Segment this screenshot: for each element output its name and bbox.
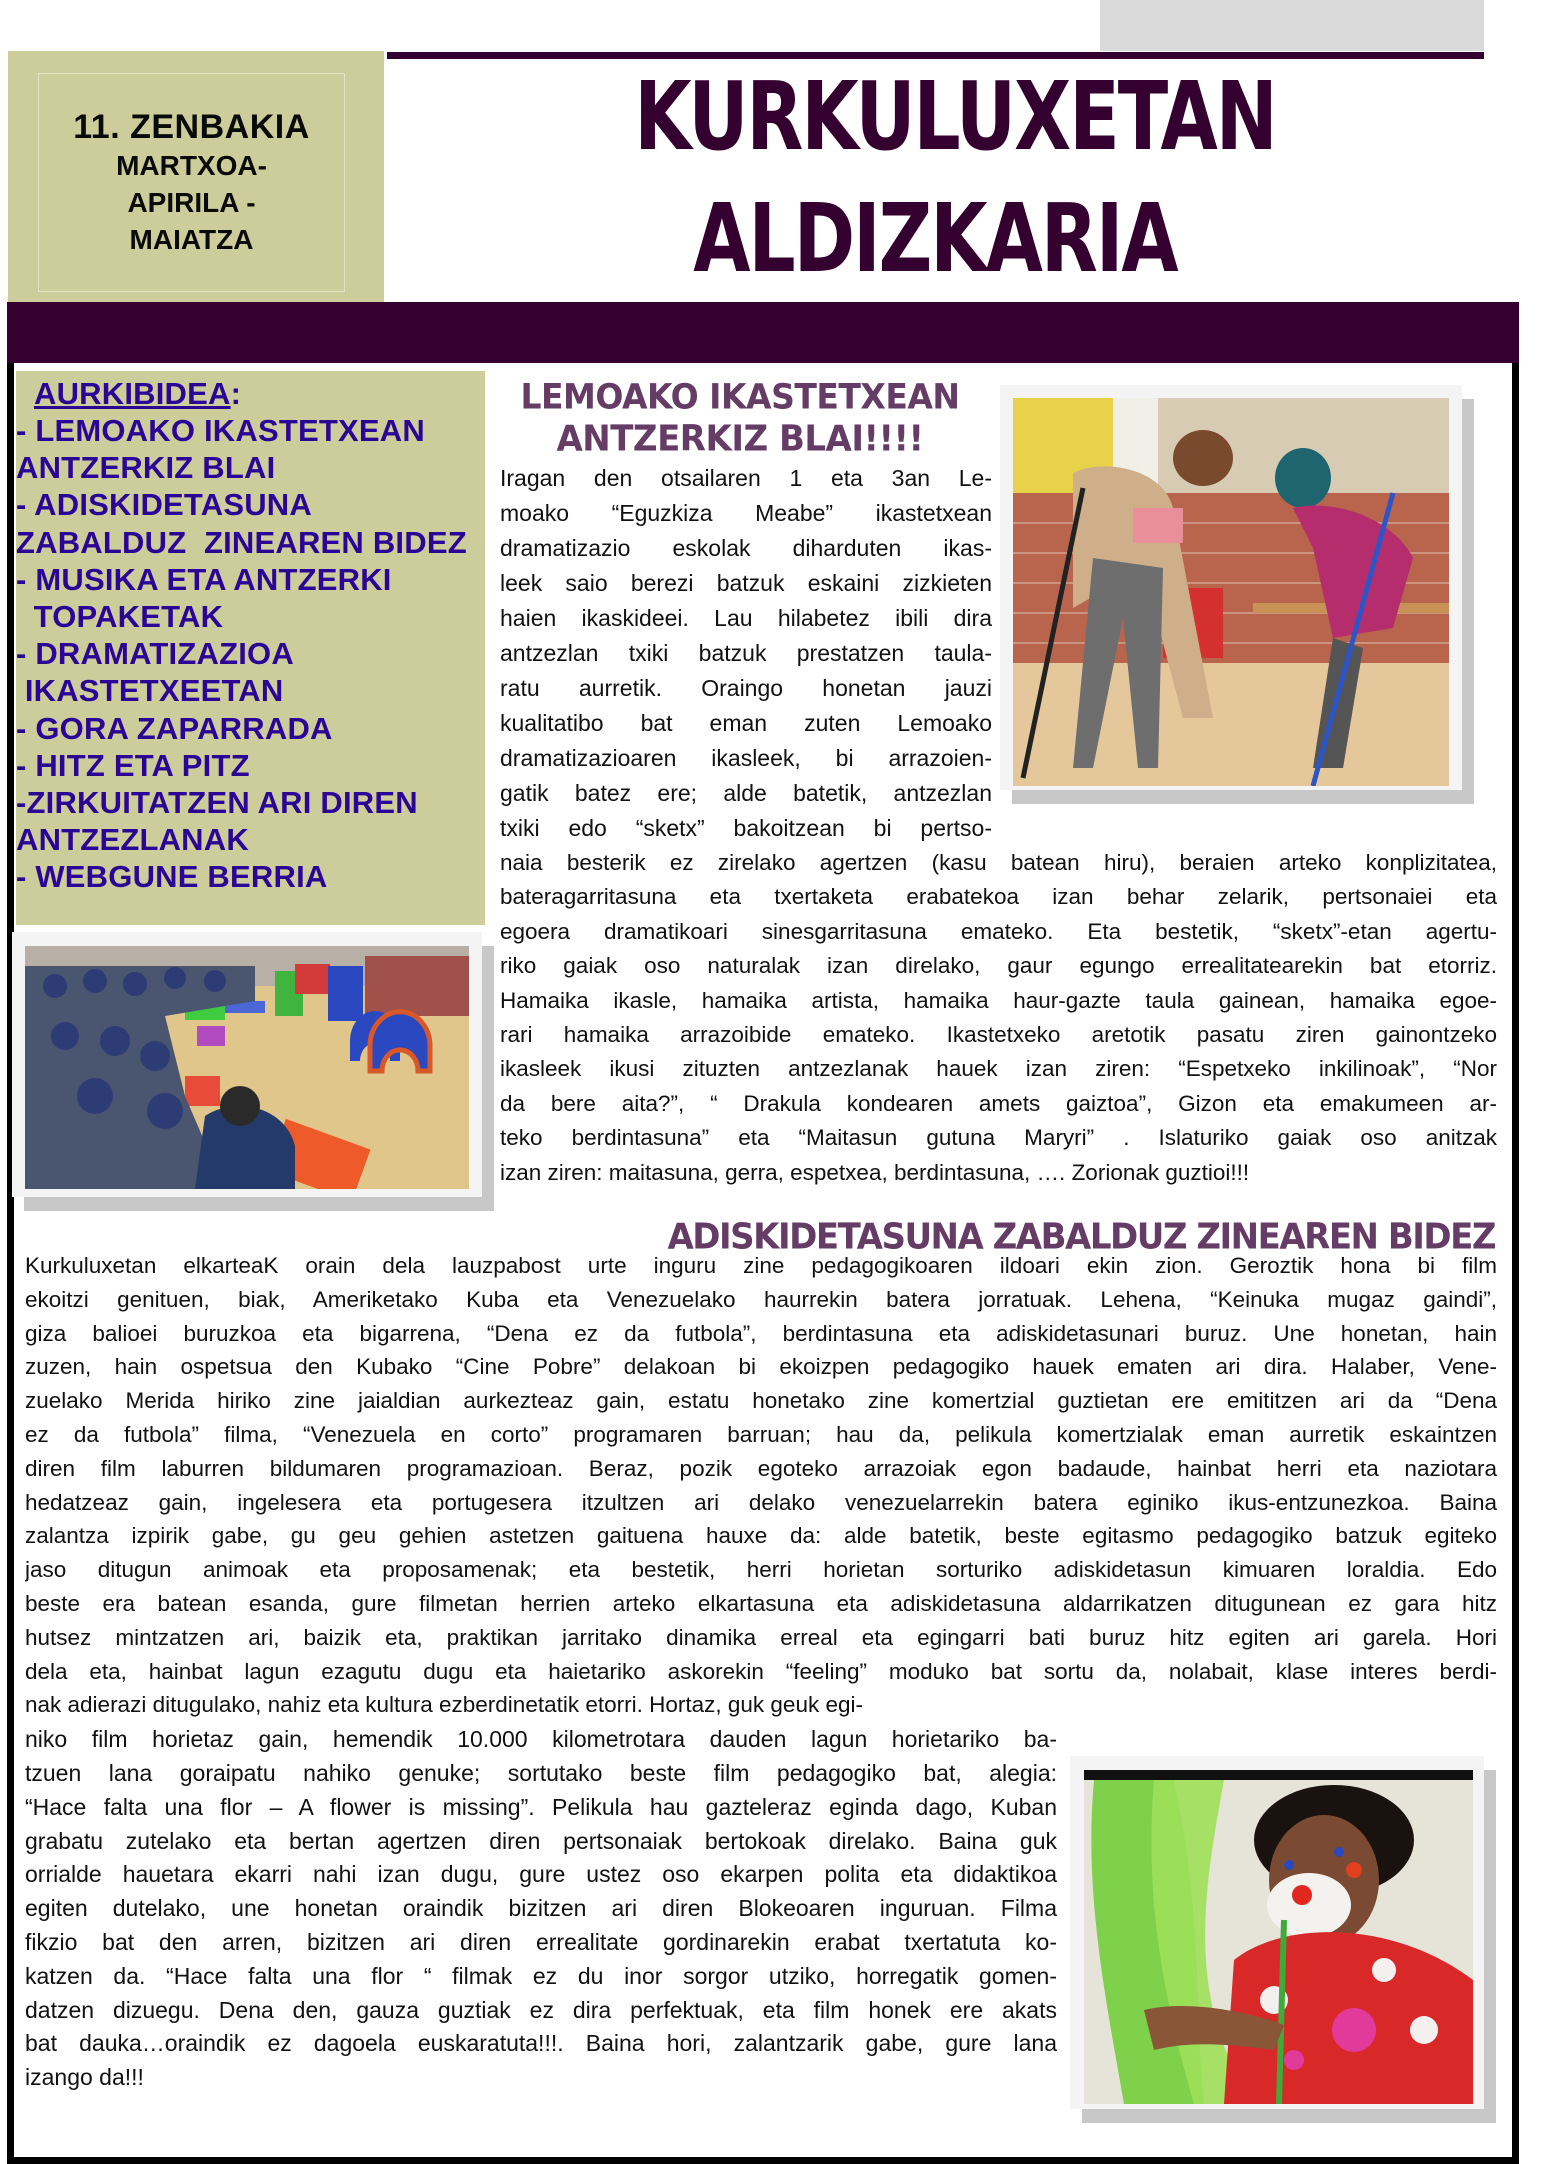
article-2-line: tzuen lana goraipatu nahiko genuke; sortutako beste film pedagogiko bat, alegia:	[25, 1760, 1057, 1786]
toc-item: IKASTETXEETAN	[16, 673, 284, 709]
article-1-line: riko gaiak oso naturalak izan direlako, gaur egungo errealitatearekin bat etorriz.	[500, 953, 1497, 979]
page-frame-bottom	[7, 2157, 1519, 2164]
issue-info-inner	[38, 73, 345, 292]
article-2-line: orrialde hauetara ekarri nahi izan dugu, gure ustez oso ekarpen polita eta didaktikoa	[25, 1861, 1057, 1888]
photo-frame	[1000, 385, 1462, 790]
header-top-rule	[387, 52, 1484, 59]
theatre-rehearsal-photo	[1013, 398, 1449, 786]
article-1-line: ratu aurretik. Oraingo honetan jauzi	[500, 675, 992, 701]
toc-heading	[34, 376, 241, 412]
toc-item: -ZIRKUITATZEN ARI DIREN	[16, 785, 418, 820]
article-1-line: rari hamaika arrazoibide emateko. Ikastetxeko aretotik pasatu ziren gainontzeko	[500, 1022, 1497, 1047]
toc-item: - GORA ZAPARRADA	[16, 710, 333, 746]
toc-item: - DRAMATIZAZIOA	[16, 636, 294, 672]
article-2-line: nak adierazi ditugulako, nahiz eta kultura ezberdinetatik etorri. Hortaz, guk geuk egi-	[25, 1692, 863, 1718]
article-1-line: dramatizazioaren ikasleek, bi arrazoien-	[500, 745, 992, 771]
article-2-line: datzen dizuegu. Dena den, gauza guztiak ez dira perfektuak, eta film honek ere akats	[25, 1996, 1057, 2023]
masthead-title-line: ALDIZKARIA	[693, 183, 1177, 295]
article-2-line: ekoitzi genituen, biak, Ameriketako Kuba eta Venezuelako haurrekin batera jorratuak. Lehena, “Keinuka mugaz gaindi”,	[25, 1286, 1497, 1312]
article-2-line: grabatu zutelako eta bertan agertzen diren pertsonaiak bertokoak direlako. Baina guk	[25, 1827, 1057, 1854]
article-2-line: bat dauka…oraindik ez dagoela euskaratuta!!!. Baina hori, zalantzarik gabe, gure lana	[25, 2030, 1057, 2057]
article-2-line: hutsez mintzatzen ari, baizik eta, praktikan jarritako dinamika erreal eta egingarri bati buruz hitz egiten ari garela. Hori	[25, 1624, 1497, 1650]
toc-item: - WEBGUNE BERRIA	[16, 859, 328, 895]
clown-girl-photo	[1084, 1770, 1473, 2104]
audience-image	[25, 946, 469, 1189]
article-1-line: moako “Eguzkiza Meabe” ikastetxean	[500, 500, 992, 526]
article-2-line: zuelako Merida hiriko zine jaialdian aurkezteaz gain, estatu honetako zine komertzial guztietan ere emititzen ari da “Dena	[25, 1388, 1497, 1414]
toc-title: AURKIBIDEA	[34, 376, 231, 411]
page-frame-left	[7, 363, 14, 2164]
article-2-line: katzen da. “Hace falta una flor “ filmak ez du inor sorgor utziko, horregatik gomen-	[25, 1962, 1057, 1989]
table-of-contents	[16, 371, 485, 925]
toc-item: - HITZ ETA PITZ	[16, 747, 250, 783]
article-2-line: egiten dutelako, une honetan oraindik bizitzen ari diren Blokeoaren inguruan. Filma	[25, 1895, 1057, 1922]
article-2-line: Kurkuluxetan elkarteaK orain dela lauzpabost urte inguru zine pedagogikoaren ildoari ekin zion. Geroztik hona bi film	[25, 1253, 1497, 1278]
issue-month: MAIATZA	[129, 224, 254, 255]
issue-month: MARTXOA-	[116, 150, 267, 181]
toc-item: - LEMOAKO IKASTETXEAN	[16, 413, 425, 448]
article-1-line: da bere aita?”, “ Drakula kondearen amets gaiztoa”, Gizon eta emakumeen ar-	[500, 1090, 1497, 1116]
toc-item: ZABALDUZ ZINEAREN BIDEZ	[16, 524, 467, 560]
toc-item: ANTZEZLANAK	[16, 822, 249, 858]
toc-item: ANTZERKIZ BLAI	[16, 450, 276, 486]
article-1-line: naia besterik ez zirelako agertzen (kasu batean hiru), beraien arteko konplizitatea,	[500, 850, 1497, 875]
article-heading: ANTZERKIZ BLAI!!!!	[556, 418, 924, 460]
article-1-line: gatik batez ere; alde batetik, antzezlan	[500, 780, 992, 806]
article-1-line: egoera dramatikoari sinesgarritasuna emateko. Eta bestetik, “sketx”-etan agertu-	[500, 918, 1497, 944]
article-2-line: zalantza izpirik gabe, gu geu gehien astetzen gaituena hauxe da: alde batetik, beste egitasmo pedagogiko batzuk egiteko	[25, 1523, 1497, 1549]
article-2-line: jaso ditugun animoak eta proposamenak; eta bestetik, herri horietan sorturiko adiskidetasun kimuaren loraldia. Edo	[25, 1557, 1497, 1583]
article-2-line: fikzio bat den arren, bizitzen ari diren errealitate gordinarekin erabat txertatuta ko-	[25, 1929, 1057, 1955]
article-2-line: niko film horietaz gain, hemendik 10.000 kilometrotara dauden lagun horietariko ba-	[25, 1726, 1057, 1753]
article-1-line: dramatizazio eskolak diharduten ikas-	[500, 535, 992, 561]
toc-item: - MUSIKA ETA ANTZERKI	[16, 561, 392, 597]
article-1-line: izan ziren: maitasuna, gerra, espetxea, berdintasuna, …. Zorionak guztioi!!!	[500, 1159, 1250, 1185]
article-2-line: dela eta, hainbat lagun ezagutu dugu eta haietariko askorekin “feeling” moduko bat sortu da, nolabait, klase interes berdi-	[25, 1658, 1497, 1684]
article-1-line: haien ikaskideei. Lau hilabetez ibili dira	[500, 605, 992, 631]
toc-item: - ADISKIDETASUNA	[16, 487, 312, 523]
article-heading: ADISKIDETASUNA ZABALDUZ ZINEAREN BIDEZ	[667, 1216, 1495, 1258]
article-1-line: Iragan den otsailaren 1 eta 3an Le-	[500, 465, 992, 491]
article-2-line: beste era batean esanda, gure filmetan herrien arteko elkartasuna eta adiskidetasuna aldarrikatzen ditugunean ez gara hitz	[25, 1591, 1497, 1616]
issue-number: 11. ZENBAKIA	[73, 108, 310, 146]
article-2-line: “Hace falta una flor – A flower is missing”. Pelikula hau gazteleraz eginda dago, Kuban	[25, 1793, 1057, 1820]
article-1-line: txiki edo “sketx” bakoitzean bi pertso-	[500, 815, 992, 841]
article-1-line: bateragarritasuna eta txertaketa erabatekoa izan behar zelarik, pertsonaiei eta	[500, 884, 1497, 910]
issue-month: APIRILA -	[127, 187, 256, 218]
audience-photo	[25, 946, 469, 1189]
article-1-line: leek saio berezi batzuk eskaini zizkieten	[500, 570, 992, 596]
article-1-line: Hamaika ikasle, hamaika artista, hamaika haur-gazte taula gainean, hamaika egoe-	[500, 987, 1497, 1013]
clown-girl-image	[1084, 1770, 1473, 2104]
toc-item: TOPAKETAK	[16, 599, 224, 634]
header-band	[7, 302, 1519, 363]
theatre-rehearsal-image	[1013, 398, 1449, 786]
article-2-line: diren film laburren bildumaren programazioan. Beraz, pozik egoteko arrazoiak egon badaude, hainbat herri eta naziotara	[25, 1455, 1497, 1481]
article-1-line: teko berdintasuna” eta “Maitasun gutuna Maryri” . Islaturiko gaiak oso anitzak	[500, 1125, 1497, 1151]
article-1-line: antzezlan txiki batzuk prestatzen taula-	[500, 640, 992, 666]
article-2-line: hedatzeaz gain, ingelesera eta portugesera itzultzen ari delako venezuelarrekin batera eginiko ikus-entzunezkoa. Baina	[25, 1489, 1497, 1515]
photo-frame	[1070, 1756, 1484, 2109]
masthead-title-line: KURKULUXETAN	[634, 61, 1276, 173]
toc-title-colon: :	[230, 376, 242, 411]
article-2-line: izango da!!!	[25, 2064, 144, 2091]
article-2-line: ez da futbola” filma, “Venezuela en corto” programaren barruan; hau da, pelikula komertzialak eman aurretik eskaintzen	[25, 1422, 1497, 1447]
article-2-line: zuzen, hain ospetsua den Kubako “Cine Pobre” delakoan bi ekoizpen pedagogiko hauek ematen ari dira. Halaber, Vene-	[25, 1354, 1497, 1380]
article-heading: LEMOAKO IKASTETXEAN	[520, 376, 960, 417]
photo-frame	[12, 932, 482, 1197]
article-2-line: giza balioei buruzkoa eta bigarrena, “Dena ez da futbola”, berdintasuna eta adiskidetasunari buruz. Une honetan, hain	[25, 1320, 1497, 1346]
page-frame-right	[1512, 363, 1519, 2164]
article-1-line: ikasleek ikusi zituzten antzezlanak hauek izan ziren: “Espetxeko inkilinoak”, “Nor	[500, 1056, 1497, 1082]
article-1-line: kualitatibo bat eman zuten Lemoako	[500, 710, 992, 736]
header-gray-block	[1100, 0, 1484, 51]
